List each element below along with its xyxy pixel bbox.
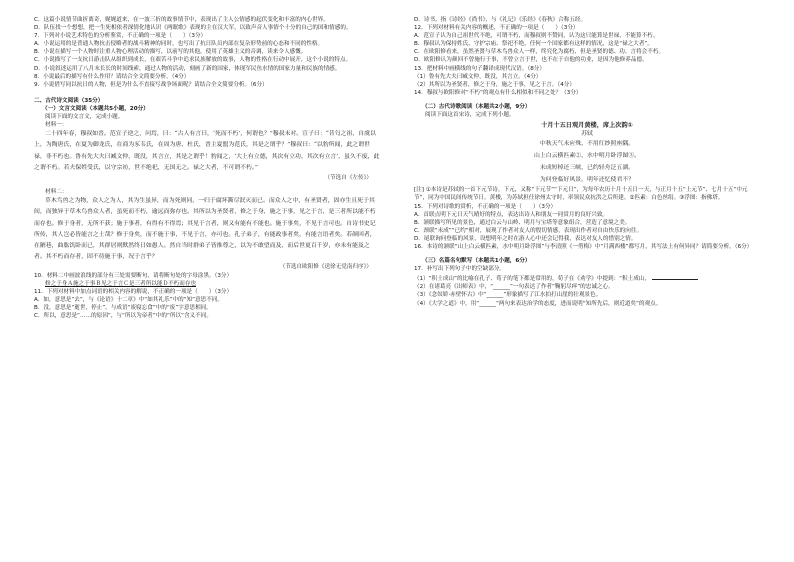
q7-option: B．小说在描写一个人物时注重人物心理活动的描写，以前写的其他，使用了英雄主义的音调，读来令人感慨。: [34, 49, 307, 56]
q15-stem: 15．下列对诗歌的赏析，不正确的一项是（ ）（3分）: [414, 203, 557, 210]
q13-item: （1）鲁有先大夫曰臧文仲，既没，其言立。（4分）: [414, 73, 542, 80]
section2-title: 二、古代诗文阅读（35分）: [34, 97, 104, 104]
poem-notes: [注] ①本诗是苏轼的一首下元节诗。下元，又称“下元节”“下元日”，为每年农历十月十五日一天，与正月十五“上元节”、七月十五“中元节”，同为中国民间传统节日。黄楼，为苏轼担任徐州太守时，率领民众抗洪之后所建。②匹素：白色丝绢。③浮图：指佛塔。: [414, 187, 748, 202]
poem-line: 山上白云横匹素②，水中明月卧浮图③。: [533, 153, 641, 160]
q15-option: C．颈联“未成”“已约”相对，展现了作者对友人的殷切情感，表现出作者对自由快乐的向往。: [414, 227, 643, 234]
q12-option: B．穆叔认为保持姓氏、守护宗庙、祭祀不绝，任何一个国家都有这样的情况，这是“禄之大者”。: [414, 41, 653, 48]
material2-text: 草木鸟兽之为物，众人之为人，其为生虽异，而为死则同，一归于腐坏澌尽泯灭而已。而众人之中，有圣贤者，固亦生且死于其间，而独异于草木鸟兽众人者，虽死而不朽，逾远而弥存也。其所以为圣贤者，修之于身，施之于事，见之于言，是三者所以能不朽而存也。修于身者，无所不获；施于事者，有得有不得焉；其见于言者，则又有能有不能也。施于事矣，不见于言可也。自诗书史记所传，其人岂必皆能言之士哉？修于身矣，而不施于事，不见于言，亦可也。孔子弟子，有能政事者矣，有能言语者矣。若颜回者，在陋巷，曲肱饥卧而已，其群居则默然终日如愚人。然自当时群弟子皆推尊之，以为不敢望而及，而后世更百千岁，亦未有能及之者。其不朽而存者，固不待施于事，况于言乎？: [34, 198, 376, 261]
q15-option: A．首联点明下元日天气晴好的特点，表达出诗人和朋友一同赏月的良好兴致。: [414, 211, 609, 218]
material2-label: 材料二：: [45, 189, 68, 196]
q11-option: A．如，意思是“去”，与《论语》十二章》中“如其礼乐”中的“知”意思不同。: [34, 296, 224, 303]
q7-option: C．小说描写了一支抗日游击队从组织到成长，在艰苦斗争中追求民族解放的故事，人物的性格在行动中展开，这个小说的特点。: [34, 57, 352, 64]
q12-option: D．欧阳修认为颜回不曾施行于事，不曾立言于世，也不在于自他的功业，是因为他修养品德。: [414, 57, 648, 64]
q6-option: D．队伍找一个想想，把一生死相依者深情化地认识《两眠歌》表现的主在汉大军，以致声音人事情个十分的自己的国和情感的。: [34, 25, 352, 32]
sub1-title: （一）文言文阅读（本题共5小题，20分）: [42, 105, 149, 112]
q9: 9．小说借写同以抗日的人物，但是为什么不直接写战争场面呢？请结合全文简要分析。（6分）: [34, 81, 268, 88]
q6-option: C．这篇小说情节曲折离奇，娓娓道来，在一波三折的故事情节中，表现出了主人公情感的起伏变化和丰富的内心世界。: [34, 17, 329, 23]
q11-option: C．所以，意思是“……的原因”，与“所以为帝者”中的“所以”含义不同。: [34, 313, 212, 319]
poem-title: 十月十五日观月黄楼，席上次韵①: [541, 122, 633, 130]
sub1-intro: 阅读下面的文言文，完成小题。: [45, 114, 124, 121]
poem-line: 为问登临好风景，明年还忆使君不？: [539, 177, 635, 184]
q10-text[interactable]: 修之于身Ａ施之于事Ｂ见之于言Ｃ是三者所以能Ｄ不朽而存也: [45, 280, 197, 287]
q15-option: B．颔联描写所见的景色，通过白云与山岭、明月与宝塔等意象组合，营造了意境之美。: [414, 219, 631, 226]
sub2-title: （二）古代诗歌阅读（本题共2小题，9分）: [422, 103, 531, 110]
material1-source: （节选自《左传》）: [324, 175, 372, 182]
q17: 17．补写出下列句子中的空缺部分。: [414, 266, 506, 273]
poem-line: 中秋天气未应殊，不用红纱照座隅。: [539, 141, 635, 148]
q13: 13．把材料中画横线的句子翻译成现代汉语。（8分）: [414, 65, 545, 72]
q17-item: （3）《念奴娇·赤壁怀古》中“______”形象描写了江水拍打山崖的壮观景色。: [414, 292, 602, 299]
q12-stem: 12．下列对材料有关内容的概述，不正确的一项是（ ）（3分）: [414, 25, 579, 32]
poem-author: 苏轼: [581, 131, 593, 138]
poem-line: 未成短棹还三峡，已约轻舟泛五湖。: [539, 165, 635, 172]
q17-item-text: （1）“积土成山”的比喻在孔子、荀子的笔下都是常用的。荀子在《劝学》中提到：“积土成山，: [414, 276, 651, 283]
right-column: [414, 16, 760, 320]
q17-item: [414, 273, 760, 283]
material2-source: （节选自欧阳修《送徐无党南归序》）: [279, 264, 372, 271]
left-column: [34, 16, 380, 320]
q12-option: A．范宣子认为自己祖世代不绝，可谓不朽，而穆叔则不赞同，认为这只能算是世禄，不能算不朽。: [414, 33, 659, 40]
q16: 16．本诗的颔联“山上白云横匹素，水中明月卧浮图”与李清照《一剪梅》中“月满西楼”都写月，其写法上有何异同？请简要分析。（6分）: [414, 243, 753, 250]
q7-option: A．小说运用的是普通人物抗击侵略者的战斗精神的同时，也写出了抗日队员内部在复杂形势前的心态和不同的性格。: [34, 41, 324, 48]
sub3-title: （三）名篇名句默写（本题共1小题，6分）: [422, 258, 531, 265]
q17-item: （2）在诸葛亮《出师表》中，“______”一句表达了作者“鞠躬尽瘁”的忠诚之心。: [414, 284, 614, 291]
q8: 8．小说最后的描写有什么作用？请结合全文简要分析。（4分）: [34, 73, 190, 80]
sub2-intro: 阅读下面这首宋诗，完成下列小题。: [425, 112, 515, 119]
q10: 10．材料二中画波浪线的部分有三处需要断句，请将断句处的字母涂黑。（3分）: [34, 272, 233, 279]
answer-blank[interactable]: [652, 273, 698, 280]
q17-item: （4）《大学之道》中，用“______”两句来表达治学的态度，进而说明“知所先后，则近道矣”的观点。: [414, 300, 662, 307]
q11-option: D．诗书，指《诗经》《尚书》，与《礼记》《乐经》《春秋》合称五经。: [414, 17, 587, 23]
q13-item: （2）其所以为圣贤者，修之于身，施之于事，见之于言。（4分）: [414, 81, 575, 88]
q14: 14．穆叔与欧阳修对“不朽”的观点有什么相似和不同之处？（3分）: [414, 89, 582, 96]
q7-stem: 7．下列对小说艺术特色的分析鉴赏，不正确的一项是（ ）（3分）: [34, 33, 207, 40]
q11-option: B．没，意思是“逝世，停止”，与成语“废寝忘食”中的“废”字意思相同。: [34, 304, 212, 311]
material1-text: 二十四年春，穆叔如晋。范宣子逆之，问焉，曰：“古人有言曰，‘死而不朽’，何谓也？”穆叔未对。宣子曰：“昔匄之祖，自虞以上，为陶唐氏，在夏为御龙氏，在商为豕韦氏，在周为唐、杜氏，晋主夏盟为范氏，其是之谓乎？”穆叔曰：“以豹所闻，此之谓世禄，非不朽也。鲁有先大夫曰臧文仲，既没，其言立，其是之谓乎！豹闻之，‘大上有立德，其次有立功，其次有立言’，虽久不废，此之谓不朽。若夫保姓受氏，以守宗祊，世不绝祀，无国无之。禄之大者，不可谓不朽。”: [34, 131, 380, 171]
material1-label: 材料一：: [45, 122, 68, 129]
q11-stem: 11．下列对材料中加点词语的相关内容的解说，不正确的一项是（ ）（3分）: [34, 288, 233, 295]
q15-option: D．尾联询问登临的风景，设想明年之时在游人心中还会记得我，表达对友人的惜别之情。: [414, 235, 637, 242]
q7-option: D．小说叙述运用了八月末长长的时间线索，通过人物的活动，刻画了新的国家，体现军民鱼水情的国家力量和民族的情感。: [34, 65, 341, 72]
q12-option: C．在欧阳修看来，虽然圣贤与草木鸟兽众人一样，终究化为腐朽，但是圣贤的德、功、言将会不朽。: [414, 49, 665, 56]
